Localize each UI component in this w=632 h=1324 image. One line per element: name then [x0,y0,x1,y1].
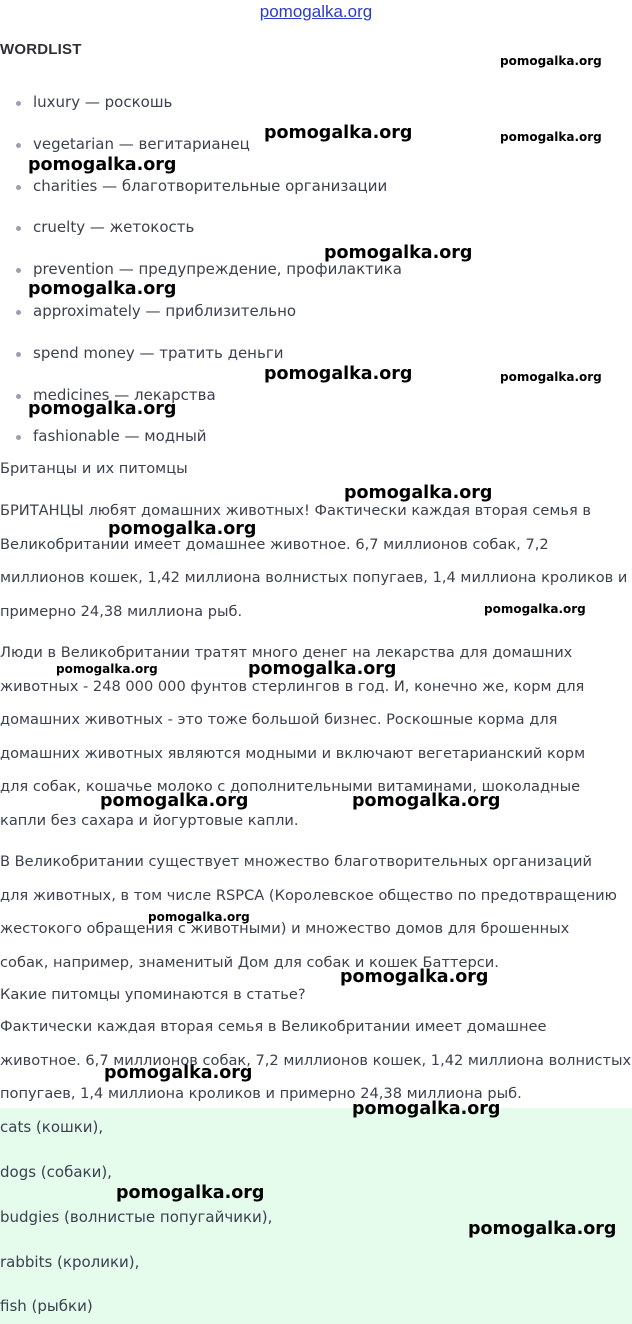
watermark: pomogalka.org [108,519,257,539]
paragraph-line: для собак, кошачье молоко с дополнительными витаминами, шоколадные [0,778,581,795]
paragraph-line: для животных, в том числе RSPCA (Королевское общество по предотвращению [0,886,617,904]
paragraph-line: примерно 24,38 миллиона рыб. [0,602,243,620]
watermark: pomogalka.org [104,1063,253,1083]
wordlist-item: approximately — приблизительно [0,297,600,339]
wordlist-item: charities — благотворительные организации [0,172,600,214]
paragraph-line: собак, например, знаменитый Дом для собак и кошек Баттерси. [0,953,499,971]
paragraph-line: Люди в Великобритании тратят много денег на лекарства для домашних [0,644,573,661]
answer-item: cats (кошки), [0,1118,104,1136]
watermark: pomogalka.org [148,910,250,924]
watermark: pomogalka.org [500,370,602,384]
top-site-link[interactable]: pomogalka.org [259,2,373,21]
watermark: pomogalka.org [264,123,413,143]
wordlist-item: fashionable — модный [0,422,600,464]
paragraph-line: попугаев, 1,4 миллиона кроликов и примерно 24,38 миллиона рыб. [0,1085,522,1102]
answer-item: rabbits (кролики), [0,1253,140,1271]
paragraph-line: Фактически каждая вторая семья в Великобритании имеет домашнее [0,1018,547,1035]
watermark: pomogalka.org [56,662,158,676]
watermark: pomogalka.org [116,1183,265,1203]
answer-item: dogs (собаки), [0,1163,112,1181]
answer-item: budgies (волнистые попугайчики), [0,1208,273,1226]
watermark: pomogalka.org [484,602,586,616]
wordlist-item: medicines — лекарства [0,381,600,423]
paragraph-line: домашних животных являются модными и включают вегетарианский корм [0,744,586,762]
watermark: pomogalka.org [352,1099,501,1119]
answer-item: fish (рыбки) [0,1297,93,1315]
paragraph-line: В Великобритании существует множество благотворительных организаций [0,853,592,870]
wordlist-item: vegetarian — вегитарианец [0,130,600,172]
paragraph-line: БРИТАНЦЫ любят домашних животных! Фактически каждая вторая семья в [0,502,591,519]
paragraph-line: животных - 248 000 000 фунтов стерлингов в год. И, конечно же, корм для [0,677,585,695]
paragraph-line: Великобритании имеет домашнее животное. 6,7 миллионов собак, 7,2 [0,535,549,553]
watermark: pomogalka.org [28,399,177,419]
wordlist-item: luxury — роскошь [0,88,600,130]
question-text: Какие питомцы упоминаются в статье? [0,986,306,1003]
article-paragraph-3 [0,845,632,979]
watermark: pomogalka.org [352,791,501,811]
wordlist-item: cruelty — жетокость [0,213,600,255]
watermark: pomogalka.org [344,483,493,503]
wordlist-heading: WORDLIST [0,41,82,58]
watermark: pomogalka.org [100,791,249,811]
article-title: Британцы и их питомцы [0,460,188,477]
watermark: pomogalka.org [340,967,489,987]
answer-box [0,1108,632,1324]
wordlist-item: spend money — тратить деньги [0,339,600,381]
watermark: pomogalka.org [468,1219,617,1239]
watermark: pomogalka.org [500,54,602,68]
answer-paragraph [0,1010,632,1111]
paragraph-line: капли без сахара и йогуртовые капли. [0,811,299,829]
watermark: pomogalka.org [324,243,473,263]
wordlist-item: prevention — предупреждение, профилактика [0,255,600,297]
paragraph-line: жестокого обращения с животными) и множество домов для брошенных [0,920,570,937]
paragraph-line: домашних животных - это тоже большой бизнес. Роскошные корма для [0,711,558,728]
watermark: pomogalka.org [28,155,177,175]
watermark: pomogalka.org [248,659,397,679]
watermark: pomogalka.org [28,279,177,299]
watermark: pomogalka.org [264,364,413,384]
watermark: pomogalka.org [500,130,602,144]
paragraph-line: животное. 6,7 миллионов собак, 7,2 миллионов кошек, 1,42 миллиона волнистых [0,1051,632,1069]
paragraph-line: миллионов кошек, 1,42 миллиона волнистых попугаев, 1,4 миллиона кроликов и [0,569,628,586]
